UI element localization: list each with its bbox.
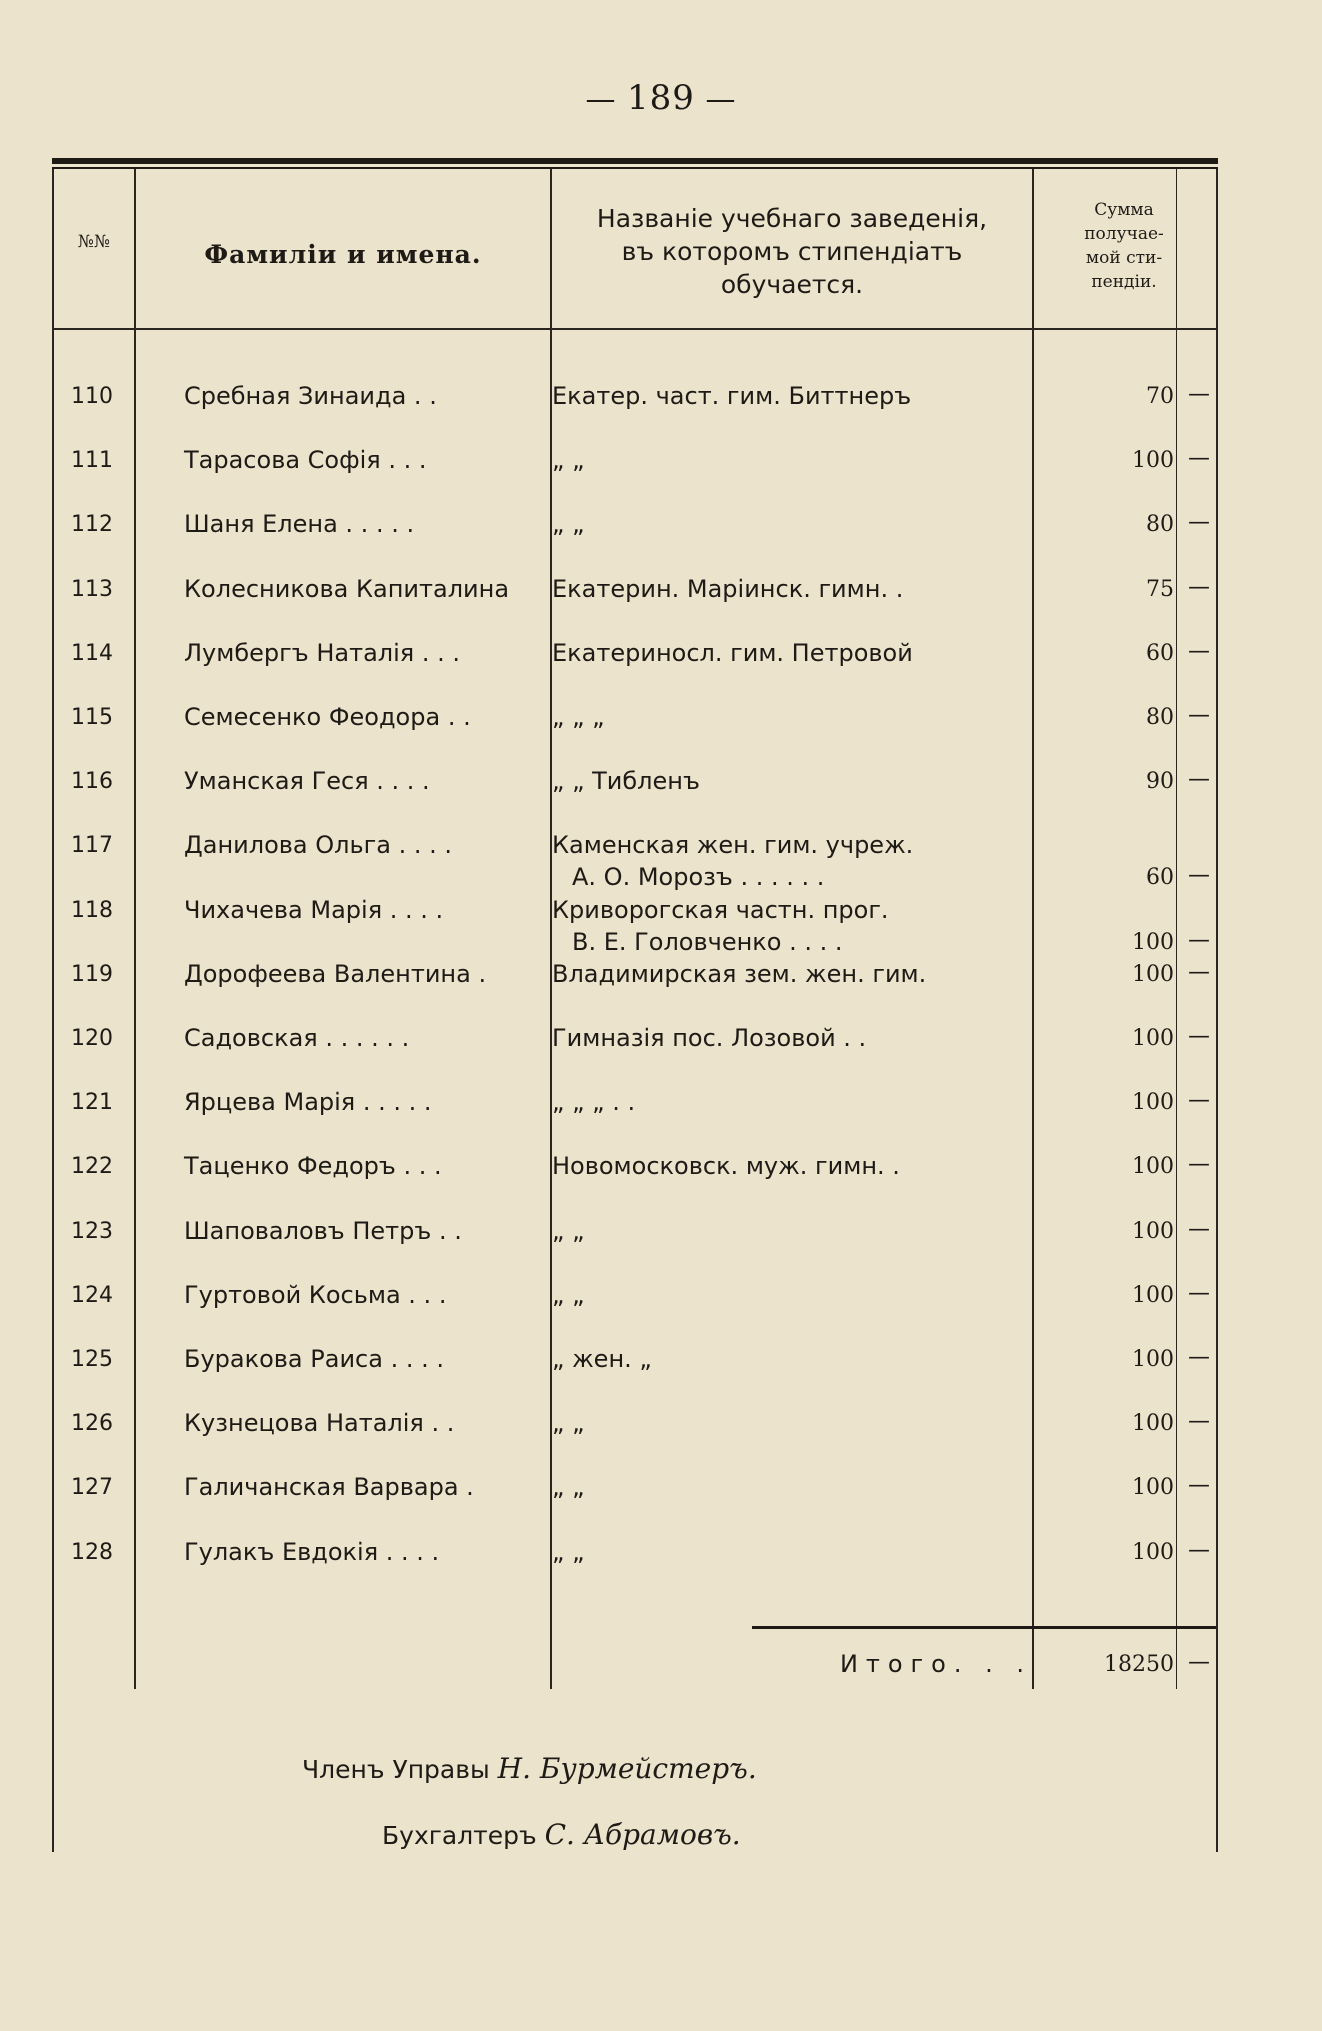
header-institution-line: въ которомъ стипендіатъ: [621, 237, 963, 266]
student-name: Гулакъ Евдокія . . . .: [184, 1538, 440, 1566]
amount-dash: —: [1188, 1281, 1210, 1306]
institution-name: „ „: [552, 1217, 585, 1245]
header-num: №№: [77, 232, 111, 252]
table-row: [52, 892, 1218, 956]
stipend-amount: 100: [1132, 930, 1174, 955]
table-border-right: [1216, 169, 1218, 1852]
row-number: 122: [71, 1154, 113, 1179]
table-row: [52, 956, 1218, 996]
total-amount: 18250: [1104, 1652, 1174, 1677]
institution-name: „ „ „ . .: [552, 1088, 636, 1116]
amount-dash: —: [1188, 446, 1210, 471]
table-row: [52, 763, 1218, 803]
student-name: Лумбергъ Наталія . . .: [184, 639, 461, 667]
header-institution-line: Названіе учебнаго заведенія,: [596, 204, 988, 233]
signature-title: Бухгалтеръ: [382, 1821, 537, 1850]
stipend-amount: 100: [1132, 1475, 1174, 1500]
table-row: [52, 635, 1218, 675]
amount-dash: —: [1188, 1217, 1210, 1242]
stipend-amount: 100: [1132, 1154, 1174, 1179]
top-rule-thick: [52, 158, 1218, 164]
institution-name: „ „ Тибленъ: [552, 767, 700, 795]
signature-name: С. Абрамовъ.: [544, 1818, 741, 1851]
stipend-amount: 70: [1146, 384, 1174, 409]
row-number: 112: [71, 512, 113, 537]
institution-name: Гимназія пос. Лозовой . .: [552, 1024, 867, 1052]
row-number: 126: [71, 1411, 113, 1436]
institution-name: „ „: [552, 1538, 585, 1566]
row-number: 121: [71, 1090, 113, 1115]
stipend-amount: 100: [1132, 1347, 1174, 1372]
student-name: Кузнецова Наталія . .: [184, 1409, 455, 1437]
row-number: 127: [71, 1475, 113, 1500]
amount-dash: —: [1188, 703, 1210, 728]
student-name: Дорофеева Валентина .: [184, 960, 487, 988]
amount-dash: —: [1188, 1538, 1210, 1563]
table-row: [52, 827, 1218, 891]
institution-name: Екатер. част. гим. Биттнеръ: [552, 382, 912, 410]
row-number: 110: [71, 384, 113, 409]
institution-name: „ „: [552, 510, 585, 538]
institution-name: Екатерин. Маріинск. гимн. .: [552, 575, 904, 603]
amount-dash: —: [1188, 1152, 1210, 1177]
table-border-left: [52, 169, 54, 1852]
student-name: Тарасова Софія . . .: [184, 446, 427, 474]
stipend-amount: 100: [1132, 962, 1174, 987]
stipend-amount: 100: [1132, 1026, 1174, 1051]
student-name: Ярцева Марія . . . . .: [184, 1088, 432, 1116]
stipend-amount: 60: [1146, 641, 1174, 666]
amount-dash: —: [1188, 767, 1210, 792]
stipend-amount: 80: [1146, 705, 1174, 730]
header-institution: [552, 202, 1032, 301]
signature-member: [302, 1752, 757, 1785]
table-row: [52, 1469, 1218, 1509]
row-number: 116: [71, 769, 113, 794]
total-label: Итого. . .: [839, 1650, 1032, 1678]
stipend-amount: 80: [1146, 512, 1174, 537]
student-name: Гуртовой Косьма . . .: [184, 1281, 447, 1309]
table-row: [52, 1213, 1218, 1253]
institution-name: „ „: [552, 446, 585, 474]
table-row: [52, 442, 1218, 482]
institution-name-continued: А. О. Морозъ . . . . . .: [572, 863, 825, 891]
header-sum-line: мой сти-: [1085, 248, 1163, 268]
student-name: Буракова Раиса . . . .: [184, 1345, 444, 1373]
institution-name: Екатериносл. гим. Петровой: [552, 639, 913, 667]
row-number: 128: [71, 1540, 113, 1565]
student-name: Шаповаловъ Петръ . .: [184, 1217, 462, 1245]
institution-name: Новомосковск. муж. гимн. .: [552, 1152, 900, 1180]
student-name: Колесникова Капиталина: [184, 575, 510, 603]
student-name: Галичанская Варвара .: [184, 1473, 474, 1501]
amount-dash: —: [1188, 639, 1210, 664]
row-number: 124: [71, 1283, 113, 1308]
student-name: Данилова Ольга . . . .: [184, 831, 452, 859]
header-name: Фамиліи и имена.: [204, 240, 482, 269]
header-institution-line: обучается.: [720, 270, 864, 299]
institution-name: „ „: [552, 1281, 585, 1309]
header-sum-line: Сумма: [1094, 200, 1154, 220]
table-row: [52, 571, 1218, 611]
institution-name: Каменская жен. гим. учреж.: [552, 831, 914, 859]
row-number: 119: [71, 962, 113, 987]
table-row: [52, 1148, 1218, 1188]
amount-dash: —: [1188, 1409, 1210, 1434]
table-row: [52, 699, 1218, 739]
table-row: [52, 506, 1218, 546]
amount-dash: —: [1188, 1088, 1210, 1113]
table-row: [52, 1341, 1218, 1381]
header-sum-line: пендіи.: [1091, 272, 1157, 292]
row-number: 111: [71, 448, 113, 473]
table-row: [52, 1020, 1218, 1060]
institution-name: „ жен. „: [552, 1345, 652, 1373]
student-name: Садовская . . . . . .: [184, 1024, 410, 1052]
row-number: 114: [71, 641, 113, 666]
amount-dash: —: [1188, 928, 1210, 953]
table-row: [52, 378, 1218, 418]
page-number: — 189 —: [585, 78, 737, 118]
stipend-amount: 90: [1146, 769, 1174, 794]
header-sum: [1034, 198, 1214, 294]
row-number: 123: [71, 1219, 113, 1244]
amount-dash: —: [1188, 1473, 1210, 1498]
stipend-amount: 100: [1132, 448, 1174, 473]
table-row: [52, 1405, 1218, 1445]
row-number: 115: [71, 705, 113, 730]
row-number: 117: [71, 833, 113, 858]
row-number: 118: [71, 898, 113, 923]
top-rule-thin: [52, 167, 1218, 169]
institution-name: Владимирская зем. жен. гим.: [552, 960, 927, 988]
stipend-amount: 100: [1132, 1411, 1174, 1436]
student-name: Чихачева Марія . . . .: [184, 896, 444, 924]
stipend-amount: 100: [1132, 1090, 1174, 1115]
table-row: [52, 1534, 1218, 1574]
page-number-value: 189: [627, 78, 695, 118]
student-name: Шаня Елена . . . . .: [184, 510, 415, 538]
stipend-table: [52, 158, 1218, 1852]
student-name: Таценко Федоръ . . .: [184, 1152, 442, 1180]
header-bottom-rule: [52, 328, 1218, 330]
row-number: 113: [71, 577, 113, 602]
stipend-amount: 100: [1132, 1283, 1174, 1308]
amount-dash: —: [1188, 510, 1210, 535]
institution-name: Криворогская частн. прог.: [552, 896, 889, 924]
institution-name: „ „: [552, 1409, 585, 1437]
signature-name: Н. Бурмейстеръ.: [497, 1752, 757, 1785]
student-name: Уманская Геся . . . .: [184, 767, 430, 795]
stipend-amount: 100: [1132, 1219, 1174, 1244]
amount-dash: —: [1188, 382, 1210, 407]
total-rule: [752, 1626, 1216, 1629]
student-name: Сребная Зинаида . .: [184, 382, 437, 410]
stipend-amount: 60: [1146, 865, 1174, 890]
amount-dash: —: [1188, 1024, 1210, 1049]
institution-name: „ „ „: [552, 703, 605, 731]
stipend-amount: 100: [1132, 1540, 1174, 1565]
institution-name-continued: В. Е. Головченко . . . .: [572, 928, 843, 956]
amount-dash: —: [1188, 1345, 1210, 1370]
student-name: Семесенко Феодора . .: [184, 703, 471, 731]
signature-title: Членъ Управы: [302, 1755, 490, 1784]
signature-accountant: [382, 1818, 741, 1851]
table-row: [52, 1084, 1218, 1124]
row-number: 120: [71, 1026, 113, 1051]
amount-dash: —: [1188, 960, 1210, 985]
header-sum-line: получае-: [1084, 224, 1164, 244]
amount-dash: —: [1188, 863, 1210, 888]
institution-name: „ „: [552, 1473, 585, 1501]
stipend-amount: 75: [1146, 577, 1174, 602]
table-row: [52, 1277, 1218, 1317]
total-dash: —: [1188, 1650, 1210, 1675]
row-number: 125: [71, 1347, 113, 1372]
amount-dash: —: [1188, 575, 1210, 600]
total-row: [52, 1646, 1218, 1686]
